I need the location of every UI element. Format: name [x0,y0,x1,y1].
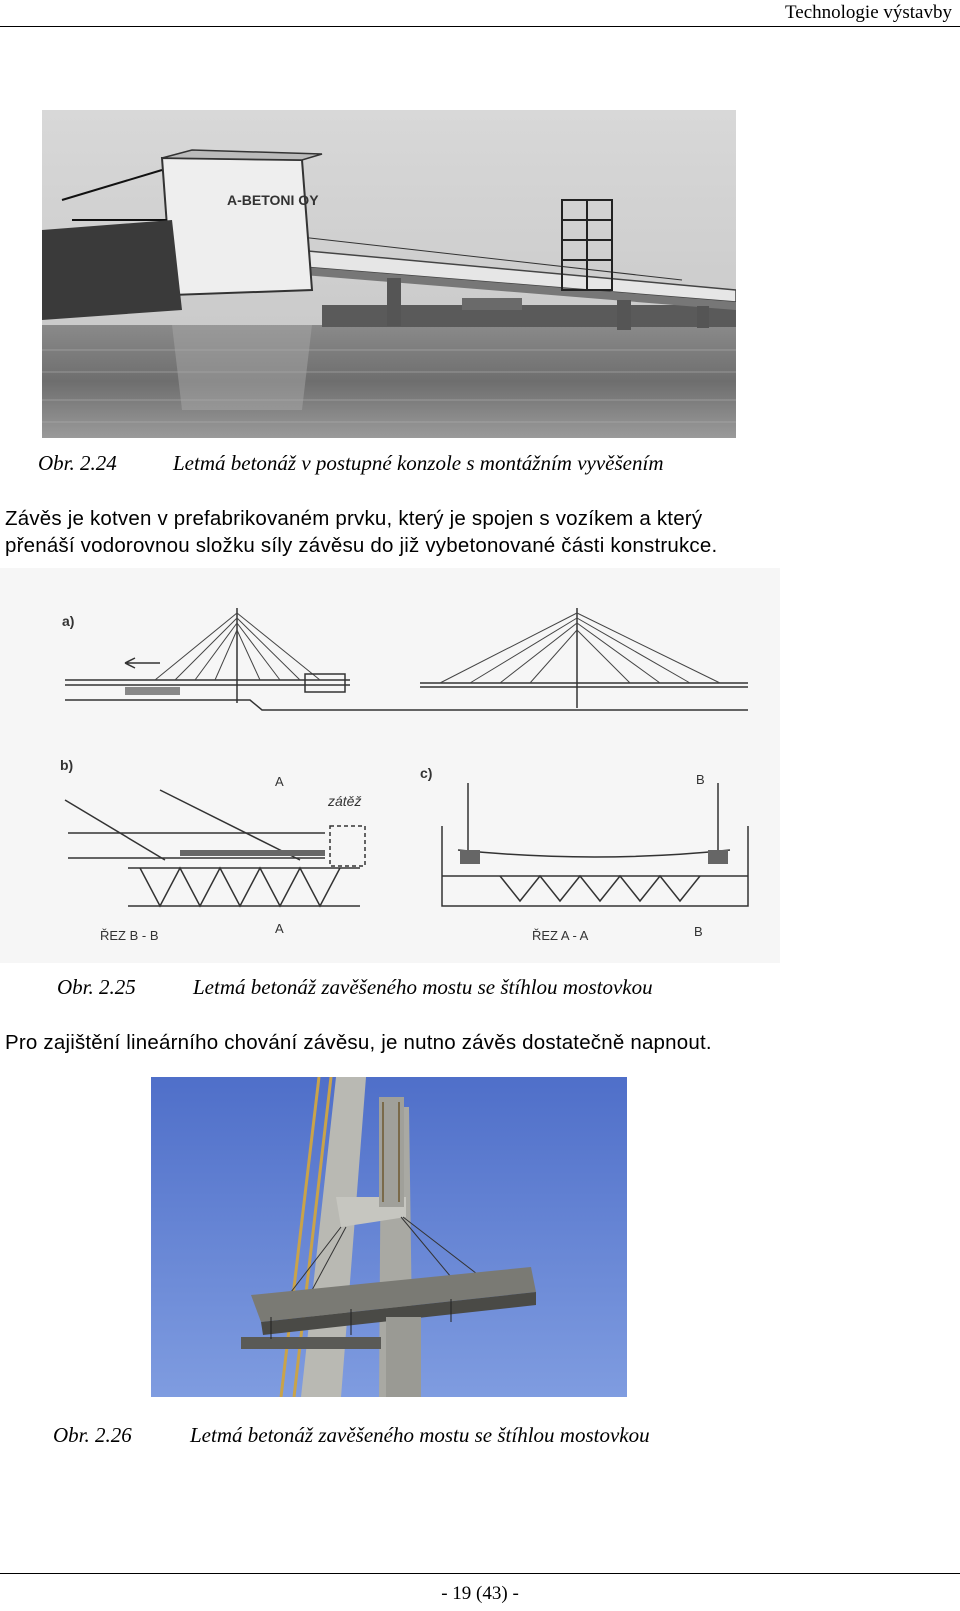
figure-2-24-caption [38,451,664,476]
section-label-b-top: B [696,772,705,787]
figure-2-26-caption [53,1423,650,1448]
section-label-a-bottom: A [275,921,284,936]
cut-bb-label: ŘEZ B - B [100,928,159,943]
running-header: Technologie výstavby [785,2,952,23]
figure-caption-text: Letmá betonáž zavěšeného mostu se štíhlou mostovkou [193,975,653,999]
figure-2-24-photo [42,110,736,438]
footer-rule [0,1573,960,1574]
page-number: - 19 (43) - [441,1583,519,1604]
cut-aa-label: ŘEZ A - A [532,928,589,943]
diagram-label-c: c) [420,765,433,781]
figure-caption-text: Letmá betonáž zavěšeného mostu se štíhlou mostovkou [190,1423,650,1447]
diagram-label-a: a) [62,613,75,629]
figure-number: Obr. 2.24 [38,451,117,475]
section-label-a-top: A [275,774,284,789]
paragraph-2 [5,1029,712,1056]
load-label: zátěž [328,793,362,809]
figure-2-26-photo [151,1077,627,1397]
figure-2-25-caption [57,975,653,1000]
diagram-label-b: b) [60,757,74,773]
section-label-b-bottom: B [694,924,703,939]
figure-number: Obr. 2.25 [57,975,136,999]
figure-caption-text: Letmá betonáž v postupné konzole s montážním vyvěšením [173,451,664,475]
paragraph-1 [5,505,717,559]
paragraph-line: přenáší vodorovnou složku síly závěsu do již vybetonované části konstrukce. [5,534,718,557]
figure-number: Obr. 2.26 [53,1423,132,1447]
paragraph-line: Závěs je kotven v prefabrikovaném prvku, který je spojen s vozíkem a který [5,507,703,530]
paragraph-line: Pro zajištění lineárního chování závěsu, je nutno závěs dostatečně napnout. [5,1031,712,1054]
photo-sign-text: A-BETONI OY [227,192,319,208]
figure-2-25-diagram [0,568,780,963]
header-rule [0,26,960,27]
